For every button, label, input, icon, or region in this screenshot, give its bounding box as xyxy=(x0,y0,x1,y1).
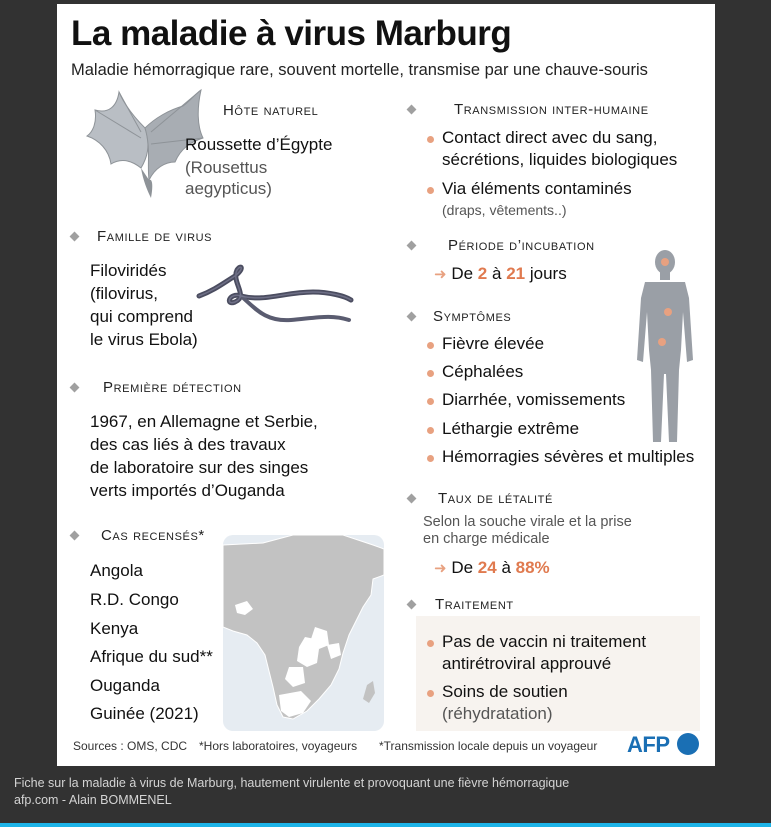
sources-text: Sources : OMS, CDC xyxy=(73,739,188,753)
family-line-1: Filoviridés xyxy=(90,261,167,280)
afp-logo-circle-icon xyxy=(677,733,699,755)
treatment-item-2: Soins de soutien xyxy=(442,682,568,701)
arrow-right-icon: ➜ xyxy=(434,266,447,283)
treatment-heading: Traitement xyxy=(435,596,514,613)
bullet-icon xyxy=(427,136,434,143)
africa-map xyxy=(223,535,384,731)
diamond-icon xyxy=(70,232,80,242)
host-latin-1: (Rousettus xyxy=(185,158,268,177)
bullet-icon xyxy=(427,427,434,434)
bullet-icon xyxy=(427,398,434,405)
bullet-icon xyxy=(427,370,434,377)
family-line-2: (filovirus, xyxy=(90,284,159,303)
filovirus-icon xyxy=(195,262,357,330)
detection-line-1: 1967, en Allemagne et Serbie, xyxy=(90,412,318,431)
incubation-heading: Période d’incubation xyxy=(448,237,595,254)
bullet-icon xyxy=(427,640,434,647)
transmission-item-1-line-2: sécrétions, liquides biologiques xyxy=(442,150,678,169)
lethality-note-1: Selon la souche virale et la prise xyxy=(423,514,632,530)
diamond-icon xyxy=(70,383,80,393)
footnote-1: *Hors laboratoires, voyageurs xyxy=(199,739,358,753)
symptom-item: Céphalées xyxy=(442,362,524,381)
lethality-value: ➜ De 24 à 88% xyxy=(434,558,550,577)
diamond-icon xyxy=(407,494,417,504)
case-country: Ouganda xyxy=(90,676,160,695)
detection-line-2: des cas liés à des travaux xyxy=(90,435,286,454)
host-latin-2: aegypticus) xyxy=(185,179,272,198)
diamond-icon xyxy=(407,105,417,115)
human-body-icon xyxy=(635,250,695,446)
case-country: Afrique du sud** xyxy=(90,647,213,666)
diamond-icon xyxy=(407,241,417,251)
arrow-right-icon: ➜ xyxy=(434,560,447,577)
symptom-item: Hémorragies sévères et multiples xyxy=(442,447,695,466)
transmission-item-2: Via éléments contaminés xyxy=(442,179,632,198)
case-country: Angola xyxy=(90,561,143,580)
infographic-card xyxy=(57,4,715,766)
page-title: La maladie à virus Marburg xyxy=(71,14,512,53)
case-country: Guinée (2021) xyxy=(90,704,199,723)
symptoms-heading: Symptômes xyxy=(433,308,512,325)
lethality-note-2: en charge médicale xyxy=(423,531,550,547)
bullet-icon xyxy=(427,690,434,697)
symptom-item: Léthargie extrême xyxy=(442,419,580,438)
caption-line-1: Fiche sur la maladie à virus de Marburg, hautement virulente et provoquant une fièvre hémorragique xyxy=(14,776,570,790)
case-country: Kenya xyxy=(90,619,139,638)
symptom-item: Fièvre élevée xyxy=(442,334,545,353)
transmission-item-2-note: (draps, vêtements..) xyxy=(442,202,567,218)
family-heading: Famille de virus xyxy=(97,228,213,245)
diamond-icon xyxy=(70,531,80,541)
treatment-item-1-line-2: antirétroviral approuvé xyxy=(442,654,612,673)
bullet-icon xyxy=(427,455,434,462)
symptom-item: Diarrhée, vomissements xyxy=(442,390,626,409)
diamond-icon xyxy=(407,312,417,322)
bottom-accent-bar xyxy=(0,823,771,827)
detection-heading: Première détection xyxy=(103,379,242,396)
treatment-item-2-note: (réhydratation) xyxy=(442,704,553,723)
page-subtitle: Maladie hémorragique rare, souvent mortelle, transmise par une chauve-souris xyxy=(71,61,648,79)
host-name: Roussette d’Égypte xyxy=(185,135,333,154)
family-line-3: qui comprend xyxy=(90,307,194,326)
treatment-item-1-line-1: Pas de vaccin ni traitement xyxy=(442,632,647,651)
family-line-4: le virus Ebola) xyxy=(90,330,198,349)
bullet-icon xyxy=(427,187,434,194)
case-country: R.D. Congo xyxy=(90,590,179,609)
caption-line-2: afp.com - Alain BOMMENEL xyxy=(14,793,172,807)
footnote-2: *Transmission locale depuis un voyageur xyxy=(379,739,598,753)
transmission-heading: Transmission inter-humaine xyxy=(454,101,649,118)
incubation-value: ➜ De 2 à 21 jours xyxy=(434,264,567,283)
transmission-item-1-line-1: Contact direct avec du sang, xyxy=(442,128,658,147)
cases-heading: Cas recensés* xyxy=(101,527,205,544)
bullet-icon xyxy=(427,342,434,349)
lethality-heading: Taux de létalité xyxy=(438,490,553,507)
detection-line-4: verts importés d’Ouganda xyxy=(90,481,285,500)
afp-logo: AFP xyxy=(627,732,670,757)
detection-line-3: de laboratoire sur des singes xyxy=(90,458,309,477)
host-heading: Hôte naturel xyxy=(223,102,319,119)
diamond-icon xyxy=(407,600,417,610)
